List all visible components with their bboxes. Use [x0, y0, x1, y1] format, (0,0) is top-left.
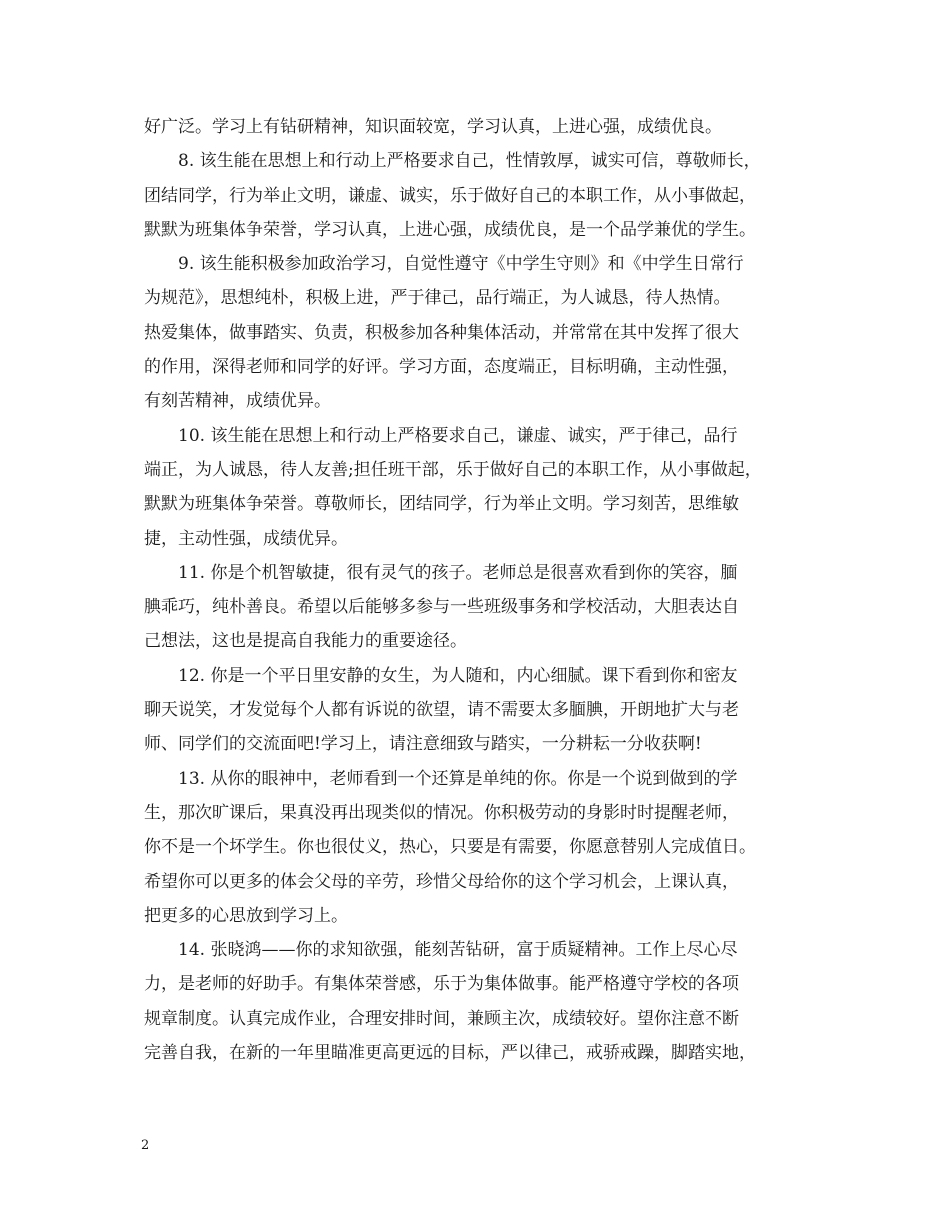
text-line: 10. 该生能在思想上和行动上严格要求自己，谦虚、诚实，严于律己，品行 [178, 425, 738, 446]
paragraph-item-13 [144, 762, 824, 933]
paragraph-item-8 [144, 144, 824, 247]
paragraph-item-9 [144, 247, 824, 418]
paragraph-item-10 [144, 419, 824, 556]
text-line: 你不是一个坏学生。你也很仗义，热心，只要是有需要，你愿意替别人完成值日。 [144, 837, 756, 858]
paragraph-item-14 [144, 933, 824, 1070]
text-line: 腆乖巧，纯朴善良。希望以后能够多参与一些班级事务和学校活动，大胆表达自 [144, 597, 739, 618]
text-line: 8. 该生能在思想上和行动上严格要求自己，性情敦厚，诚实可信，尊敬师长， [178, 151, 761, 172]
text-line: 把更多的心思放到学习上。 [144, 905, 348, 926]
text-line: 默默为班集体争荣誉，学习认真，上进心强，成绩优良，是一个品学兼优的学生。 [144, 219, 756, 240]
text-line: 捷，主动性强，成绩优异。 [144, 528, 348, 549]
document-body [144, 110, 824, 1070]
text-line: 希望你可以更多的体会父母的辛劳，珍惜父母给你的这个学习机会，上课认真， [144, 871, 739, 892]
text-line: 力，是老师的好助手。有集体荣誉感，乐于为集体做事。能严格遵守学校的各项 [144, 974, 739, 995]
page-number: 2 [141, 1138, 150, 1153]
text-line: 的作用，深得老师和同学的好评。学习方面，态度端正，目标明确，主动性强， [144, 357, 739, 378]
text-line: 聊天说笑，才发觉每个人都有诉说的欲望，请不需要太多腼腆，开朗地扩大与老 [144, 700, 739, 721]
paragraph-item-11 [144, 556, 824, 659]
text-line: 14. 张晓鸿——你的求知欲强，能刻苦钻研，富于质疑精神。工作上尽心尽 [178, 940, 738, 961]
text-line: 默默为班集体争荣誉。尊敬师长，团结同学，行为举止文明。学习刻苦，思维敏 [144, 494, 739, 515]
text-line: 好广泛。学习上有钻研精神，知识面较宽，学习认真，上进心强，成绩优良。 [144, 117, 722, 137]
text-line: 9. 该生能积极参加政治学习，自觉性遵守《中学生守则》和《中学生日常行 [178, 254, 744, 275]
text-line: 为规范》，思想纯朴，积极上进，严于律己，品行端正，为人诚恳，待人热情。 [144, 288, 731, 309]
text-line: 师、同学们的交流面吧!学习上，请注意细致与踏实，一分耕耘一分收获啊! [144, 734, 702, 755]
text-line: 团结同学，行为举止文明，谦虚、诚实，乐于做好自己的本职工作，从小事做起， [144, 185, 756, 206]
paragraph-item-12 [144, 659, 824, 762]
text-line: 己想法，这也是提高自我能力的重要途径。 [144, 631, 467, 652]
text-line: 热爱集体，做事踏实、负责，积极参加各种集体活动，并常常在其中发挥了很大 [144, 322, 739, 343]
text-line: 生，那次旷课后，果真没再出现类似的情况。你积极劳动的身影时时提醒老师， [144, 802, 739, 823]
text-line: 端正，为人诚恳，待人友善;担任班干部，乐于做好自己的本职工作，从小事做起， [144, 459, 762, 480]
text-line: 规章制度。认真完成作业，合理安排时间，兼顾主次，成绩较好。望你注意不断 [144, 1008, 739, 1029]
text-line: 完善自我，在新的一年里瞄准更高更远的目标，严以律己，戒骄戒躁，脚踏实地， [144, 1043, 756, 1064]
text-line: 12. 你是一个平日里安静的女生，为人随和，内心细腻。课下看到你和密友 [178, 665, 738, 686]
text-line: 13. 从你的眼神中，老师看到一个还算是单纯的你。你是一个说到做到的学 [178, 768, 738, 789]
paragraph-continuation [144, 110, 824, 144]
text-line: 有刻苦精神，成绩优异。 [144, 391, 331, 412]
text-line: 11. 你是个机智敏捷，很有灵气的孩子。老师总是很喜欢看到你的笑容，腼 [178, 562, 738, 583]
